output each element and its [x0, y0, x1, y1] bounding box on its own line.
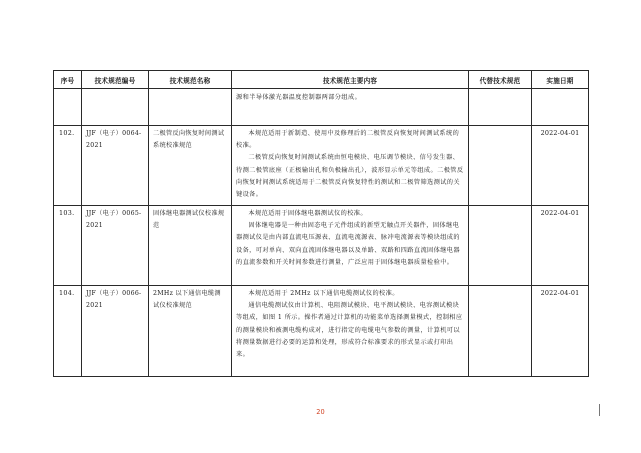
row-content-paragraph: 固体继电器是一种由固态电子元件组成的新型无触点开关器件，固体继电器测试仪是由内部直流电压源表、直流电流源表、脉冲电流源表等模块组成的设备，可对单向、双向直流固体继电器以及单路、双路和四路直流固体继电器的直流参数和开关时间参数进行测量，广泛应用于固体继电器质量检验中。 — [236, 222, 460, 266]
table-header-row — [54, 71, 589, 89]
header-code: 技术规范编号 — [82, 71, 149, 89]
row-content-paragraph: 通信电缆测试仪由计算机、电阻测试模块、电平测试模块、电容测试模块等组成，如图 1 所示。操作者通过计算机的功能菜单选择测量模式，控制相应的测量模块和被测电缆构成对，进行指定的电缆电气参数的测量，计算机可以将测量数据进行必要的运算和处理，形成符合标准要求的形式显示或打印出来。 — [236, 302, 463, 359]
row-code: JJF（电子）0064-2021 — [86, 130, 142, 149]
row-name: 二极管反向恢复时间测试系统校准规范 — [153, 130, 225, 149]
table-row-continuation — [54, 89, 589, 126]
header-content: 技术规范主要内容 — [232, 71, 469, 89]
row-content-paragraph: 源和半导体激光器温度控制器两部分组成。 — [236, 94, 362, 101]
row-replace — [469, 206, 531, 208]
row-date: 2022-04-01 — [540, 289, 580, 297]
row-content-paragraph: 二极管反向恢复时间测试系统由恒电模块、电压调节模块、信号发生器、待测二极管底座（正极输出孔和负极输出孔），波形显示单元等组成。二极管反向恢复时间测试系统适用于二极管反向恢复特性的测试和二极管筛选测试的关键设备。 — [236, 154, 464, 199]
row-code: JJF（电子）0066-2021 — [86, 290, 142, 309]
header-name: 技术规范名称 — [149, 71, 232, 89]
row-seq: 102. — [59, 129, 75, 137]
row-code: JJF（电子）0065-2021 — [86, 210, 142, 229]
margin-mark — [599, 404, 600, 416]
table-row — [54, 286, 589, 377]
row-content-paragraph: 本规范适用于固体继电器测试仪的校准。 — [248, 210, 367, 217]
row-content-paragraph: 本规范适用于 2MHz 以下通信电缆测试仪的校准。 — [248, 290, 399, 297]
row-date: 2022-04-01 — [540, 129, 580, 137]
row-name: 固体继电器测试仪校准规范 — [153, 210, 225, 229]
row-content-paragraph: 本规范适用于新制造、使用中及修理后的二极管反向恢复时间测试系统的校准。 — [236, 130, 460, 150]
row-seq: 104. — [59, 289, 75, 297]
table-row — [54, 206, 589, 286]
row-replace — [469, 126, 531, 128]
row-name: 2MHz 以下通信电缆测试仪校准规范 — [153, 290, 221, 309]
table-row — [54, 126, 589, 206]
header-replace: 代替技术规范 — [469, 71, 532, 89]
row-date: 2022-04-01 — [540, 209, 580, 217]
header-date: 实施日期 — [532, 71, 589, 89]
row-seq: 103. — [59, 209, 75, 217]
standards-table — [53, 70, 589, 377]
header-seq: 序号 — [54, 71, 82, 89]
page-number: 20 — [316, 408, 325, 416]
row-replace — [469, 286, 531, 288]
